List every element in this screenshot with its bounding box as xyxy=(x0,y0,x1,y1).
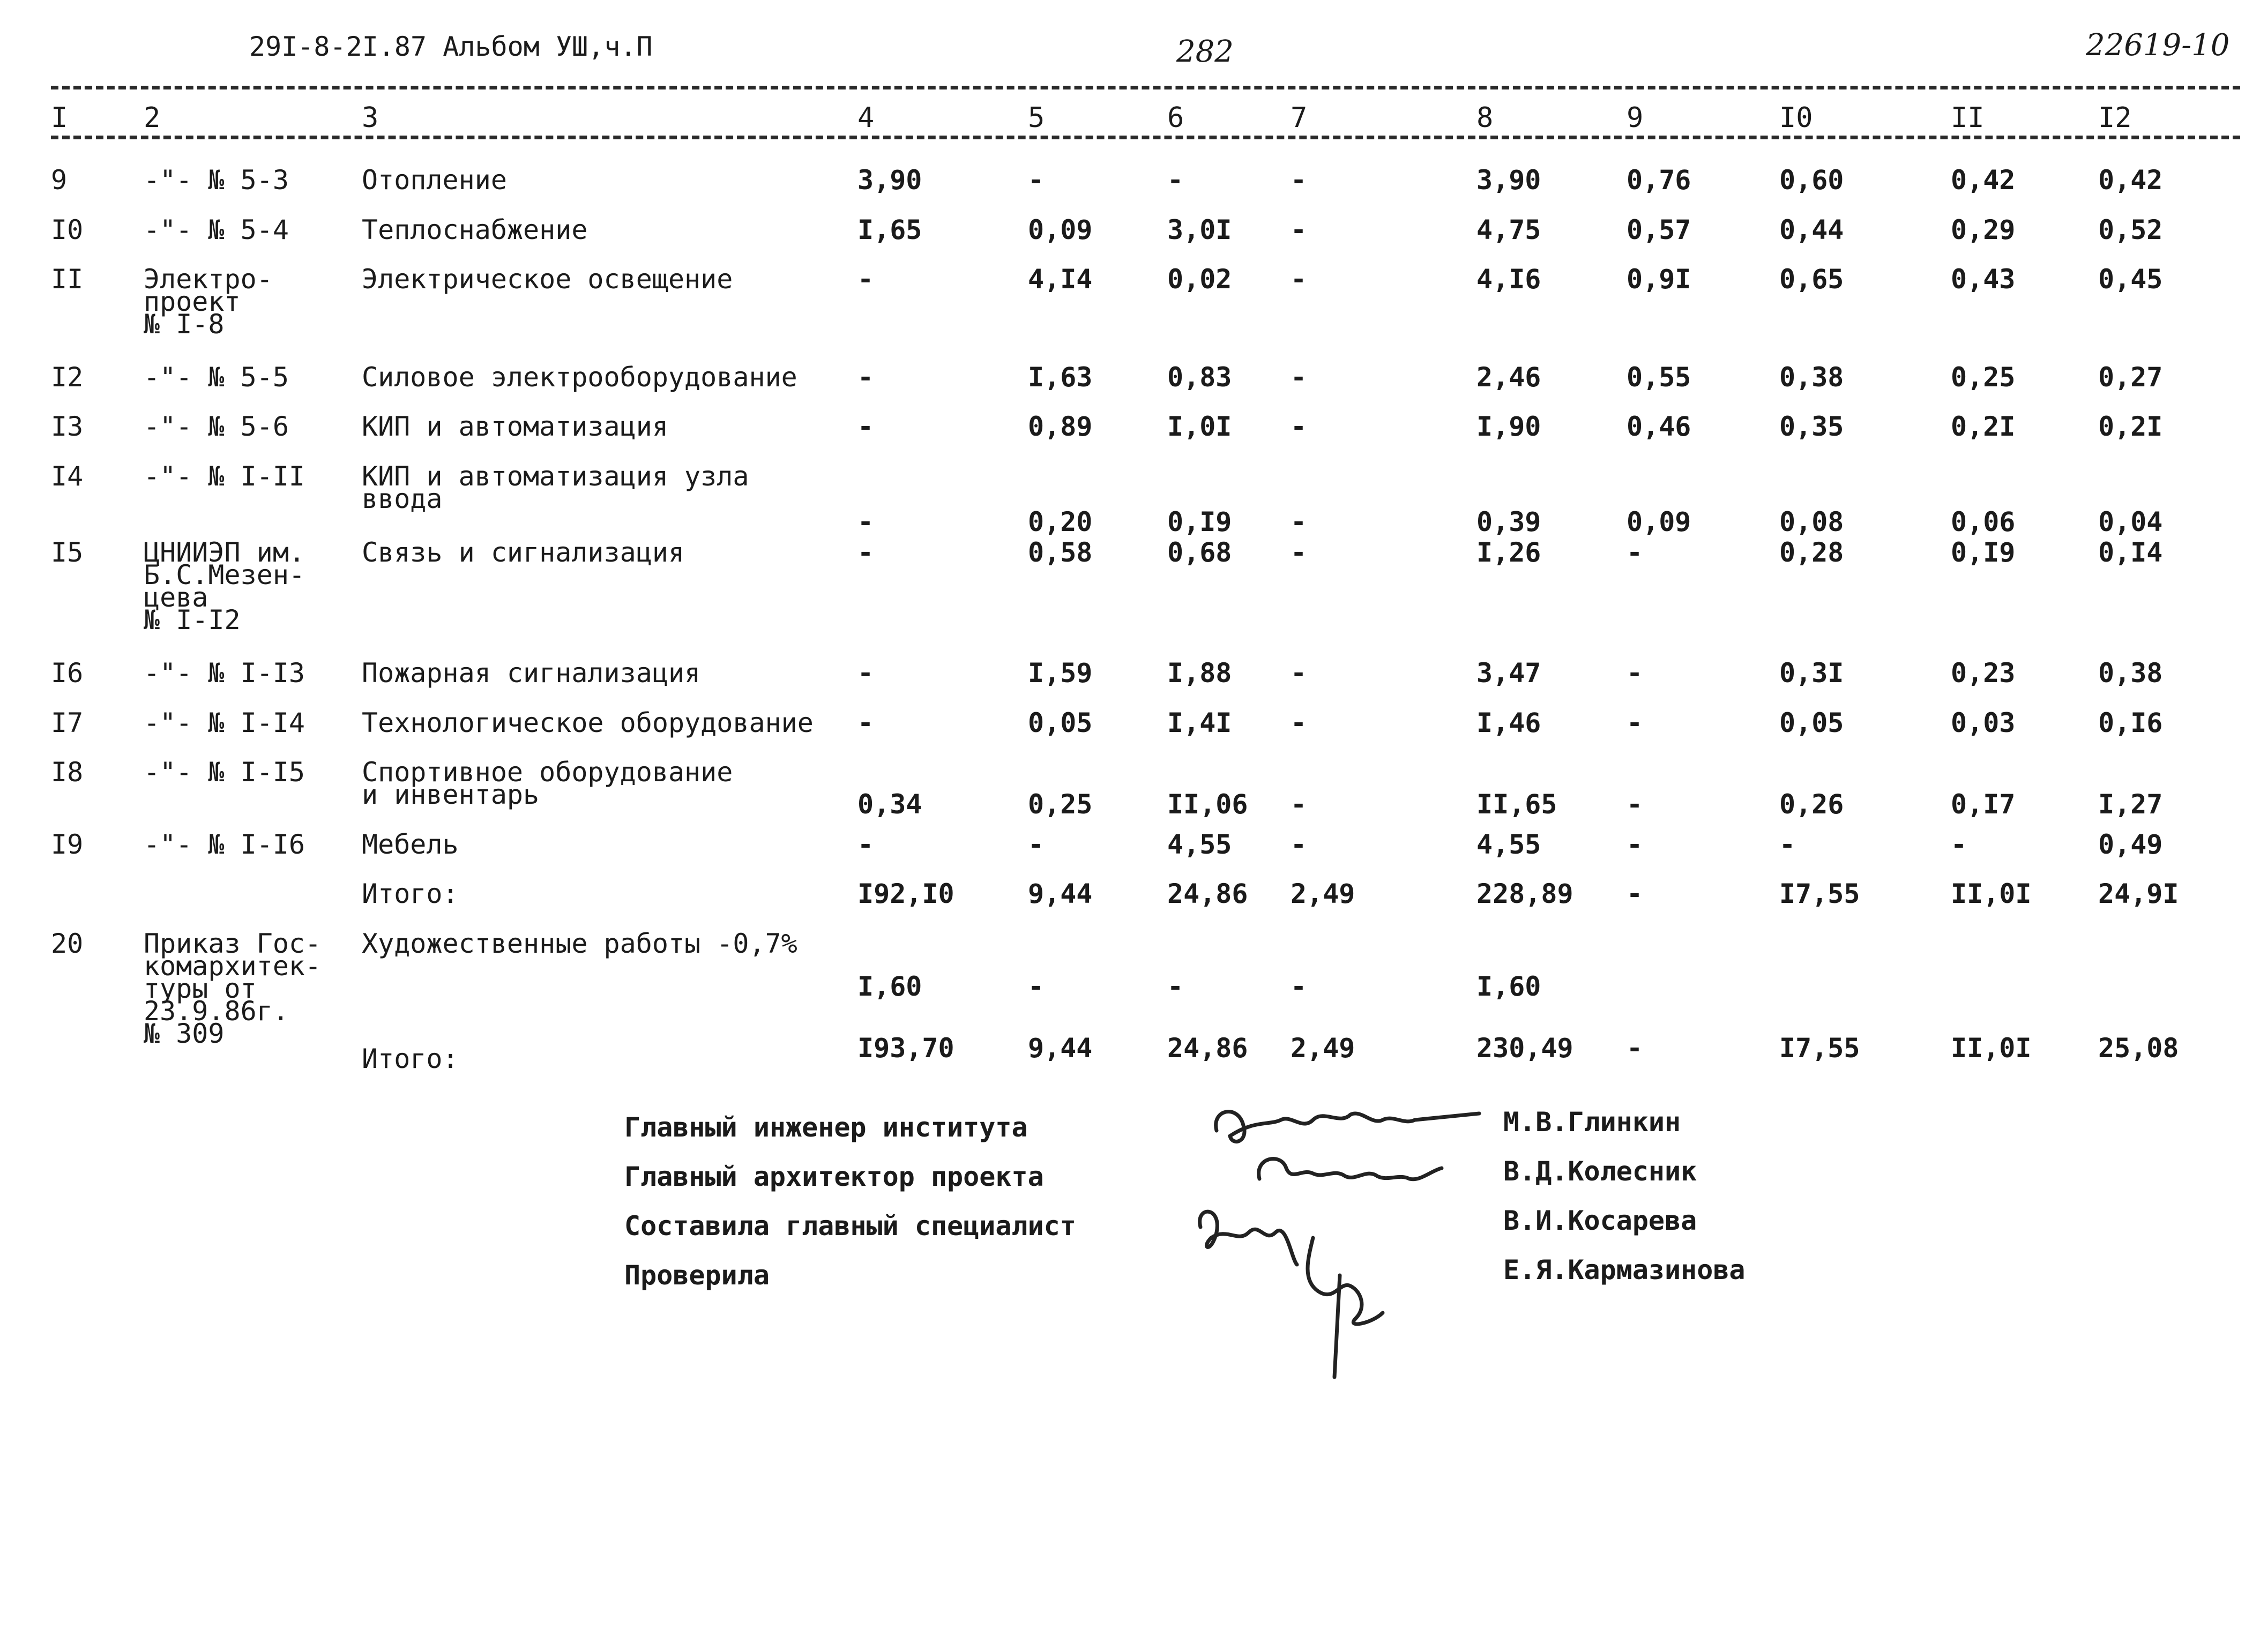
value-cell: - xyxy=(1627,537,1643,568)
value-cell: 0,04 xyxy=(2098,506,2163,537)
value-cell: I,59 xyxy=(1028,657,1093,689)
column-number: 7 xyxy=(1291,102,1308,134)
value-cell: I,90 xyxy=(1476,411,1541,442)
value-cell: 3,47 xyxy=(1476,657,1541,689)
value-cell: - xyxy=(1291,971,1307,1002)
value-cell: 0,05 xyxy=(1028,707,1093,738)
value-cell: 0,02 xyxy=(1167,264,1232,295)
value-cell: - xyxy=(1291,537,1307,568)
value-cell: 0,42 xyxy=(1951,165,2016,196)
value-cell: 3,90 xyxy=(857,165,922,196)
signature-title: Проверила xyxy=(624,1260,770,1291)
value-cell: - xyxy=(1291,214,1307,245)
value-cell: 25,08 xyxy=(2098,1033,2179,1064)
column-number: I2 xyxy=(2098,102,2132,134)
value-cell: 0,83 xyxy=(1167,362,1232,393)
value-cell: - xyxy=(857,537,874,568)
value-cell: 0,09 xyxy=(1028,214,1093,245)
value-cell: 0,34 xyxy=(857,789,922,820)
value-cell: I,4I xyxy=(1167,707,1232,738)
work-name-cell: Технологическое оборудование xyxy=(362,707,814,738)
work-name-cell: Итого: xyxy=(362,1043,459,1074)
value-cell: - xyxy=(857,657,874,689)
value-cell: 0,43 xyxy=(1951,264,2016,295)
value-cell: 4,75 xyxy=(1476,214,1541,245)
row-number-cell: I0 xyxy=(51,214,84,245)
signature-name: Е.Я.Кармазинова xyxy=(1503,1254,1746,1285)
value-cell: - xyxy=(1627,878,1643,909)
column-number: 5 xyxy=(1028,102,1045,134)
value-cell: 0,26 xyxy=(1779,789,1844,820)
work-name-cell: Теплоснабжение xyxy=(362,214,588,245)
value-cell: 0,9I xyxy=(1627,264,1691,295)
value-cell: - xyxy=(1291,657,1307,689)
row-number-cell: I3 xyxy=(51,411,84,442)
value-cell: 0,I9 xyxy=(1167,506,1232,537)
value-cell: I92,I0 xyxy=(857,878,954,909)
value-cell: 0,06 xyxy=(1951,506,2016,537)
handwritten-signatures xyxy=(1179,1088,1511,1388)
value-cell: - xyxy=(1291,411,1307,442)
value-cell: 0,09 xyxy=(1627,506,1691,537)
column-number: 8 xyxy=(1476,102,1494,134)
work-name-cell: Отопление xyxy=(362,165,507,196)
signature-title: Главный инженер института xyxy=(624,1112,1028,1143)
value-cell: I,26 xyxy=(1476,537,1541,568)
value-cell: 0,45 xyxy=(2098,264,2163,295)
value-cell: 24,9I xyxy=(2098,878,2179,909)
value-cell: 24,86 xyxy=(1167,1033,1248,1064)
column-number: I0 xyxy=(1779,102,1813,134)
column-number: I xyxy=(51,102,68,134)
value-cell: 0,I7 xyxy=(1951,789,2016,820)
value-cell: I,65 xyxy=(857,214,922,245)
value-cell: 228,89 xyxy=(1476,878,1573,909)
value-cell: - xyxy=(1028,829,1045,860)
value-cell: 0,58 xyxy=(1028,537,1093,568)
column-number: 4 xyxy=(857,102,875,134)
value-cell: - xyxy=(1291,789,1307,820)
signature-glinkin xyxy=(1216,1112,1479,1142)
value-cell: II,0I xyxy=(1951,1033,2032,1064)
value-cell: I7,55 xyxy=(1779,878,1860,909)
value-cell: II,65 xyxy=(1476,789,1557,820)
value-cell: I,0I xyxy=(1167,411,1232,442)
signature-karmazinova xyxy=(1308,1238,1383,1377)
value-cell: 0,29 xyxy=(1951,214,2016,245)
source-cell: -"- № I-I4 xyxy=(144,707,305,738)
value-cell: - xyxy=(1291,506,1307,537)
value-cell: - xyxy=(1291,707,1307,738)
value-cell: - xyxy=(1627,1033,1643,1064)
value-cell: 0,52 xyxy=(2098,214,2163,245)
source-cell: -"- № I-I6 xyxy=(144,829,305,860)
value-cell: - xyxy=(857,506,874,537)
value-cell: 0,27 xyxy=(2098,362,2163,393)
row-number-cell: I2 xyxy=(51,362,84,393)
value-cell: 0,2I xyxy=(1951,411,2016,442)
work-name-cell: Мебель xyxy=(362,829,459,860)
value-cell: 0,39 xyxy=(1476,506,1541,537)
signature-kosareva xyxy=(1200,1212,1297,1265)
page-number: 282 xyxy=(1176,34,1234,69)
work-name-cell: Итого: xyxy=(362,878,459,909)
value-cell: - xyxy=(857,707,874,738)
value-cell: 4,I4 xyxy=(1028,264,1093,295)
value-cell: 0,55 xyxy=(1627,362,1691,393)
value-cell: II,06 xyxy=(1167,789,1248,820)
source-cell: -"- № I-I3 xyxy=(144,657,305,689)
source-cell: -"- № I-II xyxy=(144,461,305,492)
signature-name: М.В.Глинкин xyxy=(1503,1107,1681,1138)
value-cell: I,27 xyxy=(2098,789,2163,820)
value-cell: - xyxy=(857,362,874,393)
value-cell: 3,0I xyxy=(1167,214,1232,245)
value-cell: 4,I6 xyxy=(1476,264,1541,295)
row-number-cell: I8 xyxy=(51,757,84,788)
value-cell: - xyxy=(1779,829,1796,860)
value-cell: - xyxy=(1167,165,1184,196)
value-cell: 0,65 xyxy=(1779,264,1844,295)
work-name-cell: КИП и автоматизация узла ввода xyxy=(362,461,749,514)
work-name-cell: Спортивное оборудование и инвентарь xyxy=(362,757,733,810)
column-number: 2 xyxy=(144,102,161,134)
archive-number: 22619-10 xyxy=(2086,28,2230,63)
value-cell: 0,35 xyxy=(1779,411,1844,442)
value-cell: 0,3I xyxy=(1779,657,1844,689)
row-number-cell: II xyxy=(51,264,84,295)
source-cell: -"- № 5-5 xyxy=(144,362,289,393)
value-cell: - xyxy=(1291,362,1307,393)
row-number-cell: I9 xyxy=(51,829,84,860)
value-cell: 0,20 xyxy=(1028,506,1093,537)
source-cell: -"- № 5-6 xyxy=(144,411,289,442)
value-cell: 0,42 xyxy=(2098,165,2163,196)
value-cell: 0,76 xyxy=(1627,165,1691,196)
source-cell: -"- № 5-4 xyxy=(144,214,289,245)
value-cell: - xyxy=(1627,707,1643,738)
value-cell: - xyxy=(1167,971,1184,1002)
signature-name: В.Д.Колесник xyxy=(1503,1156,1697,1187)
value-cell: 2,49 xyxy=(1291,1033,1355,1064)
value-cell: 0,23 xyxy=(1951,657,2016,689)
value-cell: 230,49 xyxy=(1476,1033,1573,1064)
value-cell: - xyxy=(857,264,874,295)
value-cell: I,60 xyxy=(857,971,922,1002)
value-cell: 4,55 xyxy=(1167,829,1232,860)
source-cell: -"- № I-I5 xyxy=(144,757,305,788)
value-cell: 9,44 xyxy=(1028,878,1093,909)
source-cell: Электро- проект № I-8 xyxy=(144,264,273,340)
header-album-ref: 29I-8-2I.87 Альбом УШ,ч.П xyxy=(249,31,653,62)
row-number-cell: I7 xyxy=(51,707,84,738)
value-cell: 0,49 xyxy=(2098,829,2163,860)
work-name-cell: Электрическое освещение xyxy=(362,264,733,295)
work-name-cell: Пожарная сигнализация xyxy=(362,657,701,689)
value-cell: 0,08 xyxy=(1779,506,1844,537)
value-cell: I7,55 xyxy=(1779,1033,1860,1064)
row-number-cell: I6 xyxy=(51,657,84,689)
value-cell: - xyxy=(1028,971,1045,1002)
column-number: 9 xyxy=(1627,102,1644,134)
column-number: 6 xyxy=(1167,102,1184,134)
signature-name: В.И.Косарева xyxy=(1503,1205,1697,1236)
value-cell: 0,25 xyxy=(1951,362,2016,393)
value-cell: - xyxy=(857,829,874,860)
work-name-cell: Художественные работы -0,7% xyxy=(362,928,797,959)
value-cell: - xyxy=(1951,829,1967,860)
value-cell: I,46 xyxy=(1476,707,1541,738)
signature-title: Составила главный специалист xyxy=(624,1210,1076,1242)
source-cell: -"- № 5-3 xyxy=(144,165,289,196)
value-cell: 3,90 xyxy=(1476,165,1541,196)
value-cell: - xyxy=(1627,657,1643,689)
value-cell: 0,44 xyxy=(1779,214,1844,245)
value-cell: 0,38 xyxy=(1779,362,1844,393)
value-cell: 0,68 xyxy=(1167,537,1232,568)
value-cell: - xyxy=(1291,165,1307,196)
value-cell: II,0I xyxy=(1951,878,2032,909)
work-name-cell: Связь и сигнализация xyxy=(362,537,685,568)
value-cell: 0,2I xyxy=(2098,411,2163,442)
value-cell: 0,03 xyxy=(1951,707,2016,738)
value-cell: 0,89 xyxy=(1028,411,1093,442)
signature-title: Главный архитектор проекта xyxy=(624,1161,1044,1192)
value-cell: - xyxy=(1627,829,1643,860)
row-number-cell: 20 xyxy=(51,928,84,959)
value-cell: 0,57 xyxy=(1627,214,1691,245)
value-cell: 0,I9 xyxy=(1951,537,2016,568)
work-name-cell: Силовое электрооборудование xyxy=(362,362,797,393)
value-cell: - xyxy=(857,411,874,442)
value-cell: 2,46 xyxy=(1476,362,1541,393)
value-cell: 2,49 xyxy=(1291,878,1355,909)
value-cell: 4,55 xyxy=(1476,829,1541,860)
value-cell: 0,25 xyxy=(1028,789,1093,820)
value-cell: 0,38 xyxy=(2098,657,2163,689)
source-cell: Приказ Гос- комархитек- туры от 23.9.86г. № 309 xyxy=(144,928,322,1049)
value-cell: 0,I4 xyxy=(2098,537,2163,568)
value-cell: 9,44 xyxy=(1028,1033,1093,1064)
value-cell: 0,46 xyxy=(1627,411,1691,442)
value-cell: - xyxy=(1627,789,1643,820)
value-cell: 0,05 xyxy=(1779,707,1844,738)
row-number-cell: I5 xyxy=(51,537,84,568)
value-cell: I,88 xyxy=(1167,657,1232,689)
value-cell: - xyxy=(1291,264,1307,295)
value-cell: I,60 xyxy=(1476,971,1541,1002)
column-number: II xyxy=(1951,102,1985,134)
dashed-rule-under-column-numbers xyxy=(51,136,2240,139)
value-cell: - xyxy=(1291,829,1307,860)
column-number: 3 xyxy=(362,102,379,134)
value-cell: 0,I6 xyxy=(2098,707,2163,738)
work-name-cell: КИП и автоматизация xyxy=(362,411,668,442)
row-number-cell: 9 xyxy=(51,165,68,196)
value-cell: 24,86 xyxy=(1167,878,1248,909)
dashed-rule-top xyxy=(51,86,2240,89)
value-cell: 0,60 xyxy=(1779,165,1844,196)
value-cell: I,63 xyxy=(1028,362,1093,393)
value-cell: - xyxy=(1028,165,1045,196)
row-number-cell: I4 xyxy=(51,461,84,492)
value-cell: I93,70 xyxy=(857,1033,954,1064)
signature-kolesnik xyxy=(1259,1159,1442,1179)
value-cell: 0,28 xyxy=(1779,537,1844,568)
source-cell: ЦНИИЭП им. Б.С.Мезен- цева № I-I2 xyxy=(144,537,305,636)
